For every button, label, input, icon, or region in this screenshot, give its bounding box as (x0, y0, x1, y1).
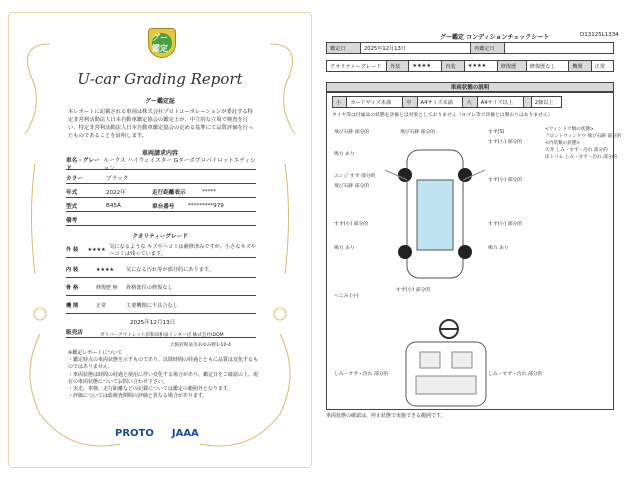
vehicle-year: 2022年 (106, 189, 126, 196)
car-exterior-diagram (385, 140, 485, 290)
shop-name: ガリバーアウトレット岸和田和泉インター店 株式会社IDOM (100, 333, 224, 338)
panel-title: 車両状態の説明 (326, 82, 614, 92)
vehicle-name: ルークス ハイウェイスター Gターボプロパイロットエディション (103, 157, 256, 172)
footnote: 車両状態の確認は、停止状態で実施できる範囲です。 (326, 413, 446, 419)
jaaa-logo: JAAA (171, 428, 199, 439)
grade-row-frame: 骨 格 修復歴 無 骨格部位の修復なし (66, 280, 256, 296)
size-legend-table: 小 カードサイズ未満 中 A4サイズ未満 大 A4サイズ以上 2個以上 (332, 96, 562, 108)
badge-text: グー鑑定 (152, 33, 172, 53)
proto-logo: PROTO (115, 428, 154, 439)
color-row: カラー ブラック (66, 172, 256, 184)
certificate-subtitle: グー鑑定証 (144, 98, 175, 105)
vehicle-name-row: 車名・グレード ルークス ハイウェイスター Gターボプロパイロットエディション (66, 157, 256, 172)
mileage: ***** (202, 188, 216, 195)
checksheet-title: グー鑑定 コンディションチェックシート (440, 34, 550, 41)
doc-id: D13125L1334 (580, 32, 619, 38)
note-row: 備考 (66, 214, 256, 226)
goo-appraisal-badge (148, 28, 176, 58)
certificate-paragraph: 本レポートに記載される車両は株式会社プロトコーポレーションが委託する特定非営利活動法人日本自動車鑑定協会の鑑定士が、中立的な立場で検査を行い、特定非営利活動法人日本自動車鑑定協会の定める基準にて品質評価を行ったものであることを証明します。 (68, 109, 254, 139)
request-section-title: 車両請求内容 (141, 150, 178, 157)
notes-block: ※鑑定レポートについて ・鑑定時点の車両状態を示すものであり、以降時間の経過とともに品質は変化するものではありません。 ・車両状態は時間の経過と使用に伴い変化する場合があり、鑑定日をご確認の上、現在の車両状態についてお問い合わせ下さい。 ・実走、車検、走行距離などの記載については鑑定の範囲外となります。 ・評価については総検査期間の評価と異なる場合があります。 (68, 350, 259, 400)
grade-table: クオリティーグレード 外装 ★★★★ 内装 ★★★★ 修復歴 修復歴なし 機関 正常 (326, 60, 614, 72)
legend-note: タイヤ等は付属品の状態を評価とは対象としておりません（ヨゴレ等で評価とは関わりはありません） (332, 113, 553, 118)
logos (115, 428, 199, 439)
appraisal-date-value: 2025年12月13日 (361, 43, 471, 54)
shop-row: 販売店 (66, 326, 256, 338)
appraisal-date: 2025年12月13日 (130, 320, 176, 326)
model-code: B45A (106, 202, 121, 209)
report-title: U-car Grading Report (77, 70, 243, 88)
year-row: 年式 2022年 走行距離表示 ***** (66, 186, 256, 198)
vehicle-color: ブラック (106, 175, 129, 182)
quality-grade-title: クオリティーグレード (132, 234, 188, 240)
grade-row-engine: 機 関 正常 主要機関に不具合なし (66, 298, 256, 314)
vin: *********979 (188, 202, 224, 209)
date-table: 鑑定日 2025年12月13日 再鑑定日 (326, 42, 614, 54)
model-row: 型式 B45A 車台番号 *********979 (66, 200, 256, 212)
side-notes: <ウィンドウ類の状態> フロントウィンドウ 飛び石跡 部分的 <内装類の状態> 天井 しみ・すず・汚れ 部分的 床トリム しみ・すず・汚れ 部分的 (545, 127, 622, 160)
shop-address: 大阪府和泉市あゆみ野1-10-4 (170, 343, 231, 348)
car-interior-diagram (396, 340, 496, 408)
grade-row-exterior: 外 装 ★★★★ 気になるような キズやヘコミは補修済みですが、小さなキズやヘコミは残っています。 (66, 243, 256, 257)
grade-row-interior: 内 装 ★★★★ 気になる汚れ等が部分的にあります。 (66, 262, 256, 278)
steering-wheel-icon (438, 318, 460, 340)
